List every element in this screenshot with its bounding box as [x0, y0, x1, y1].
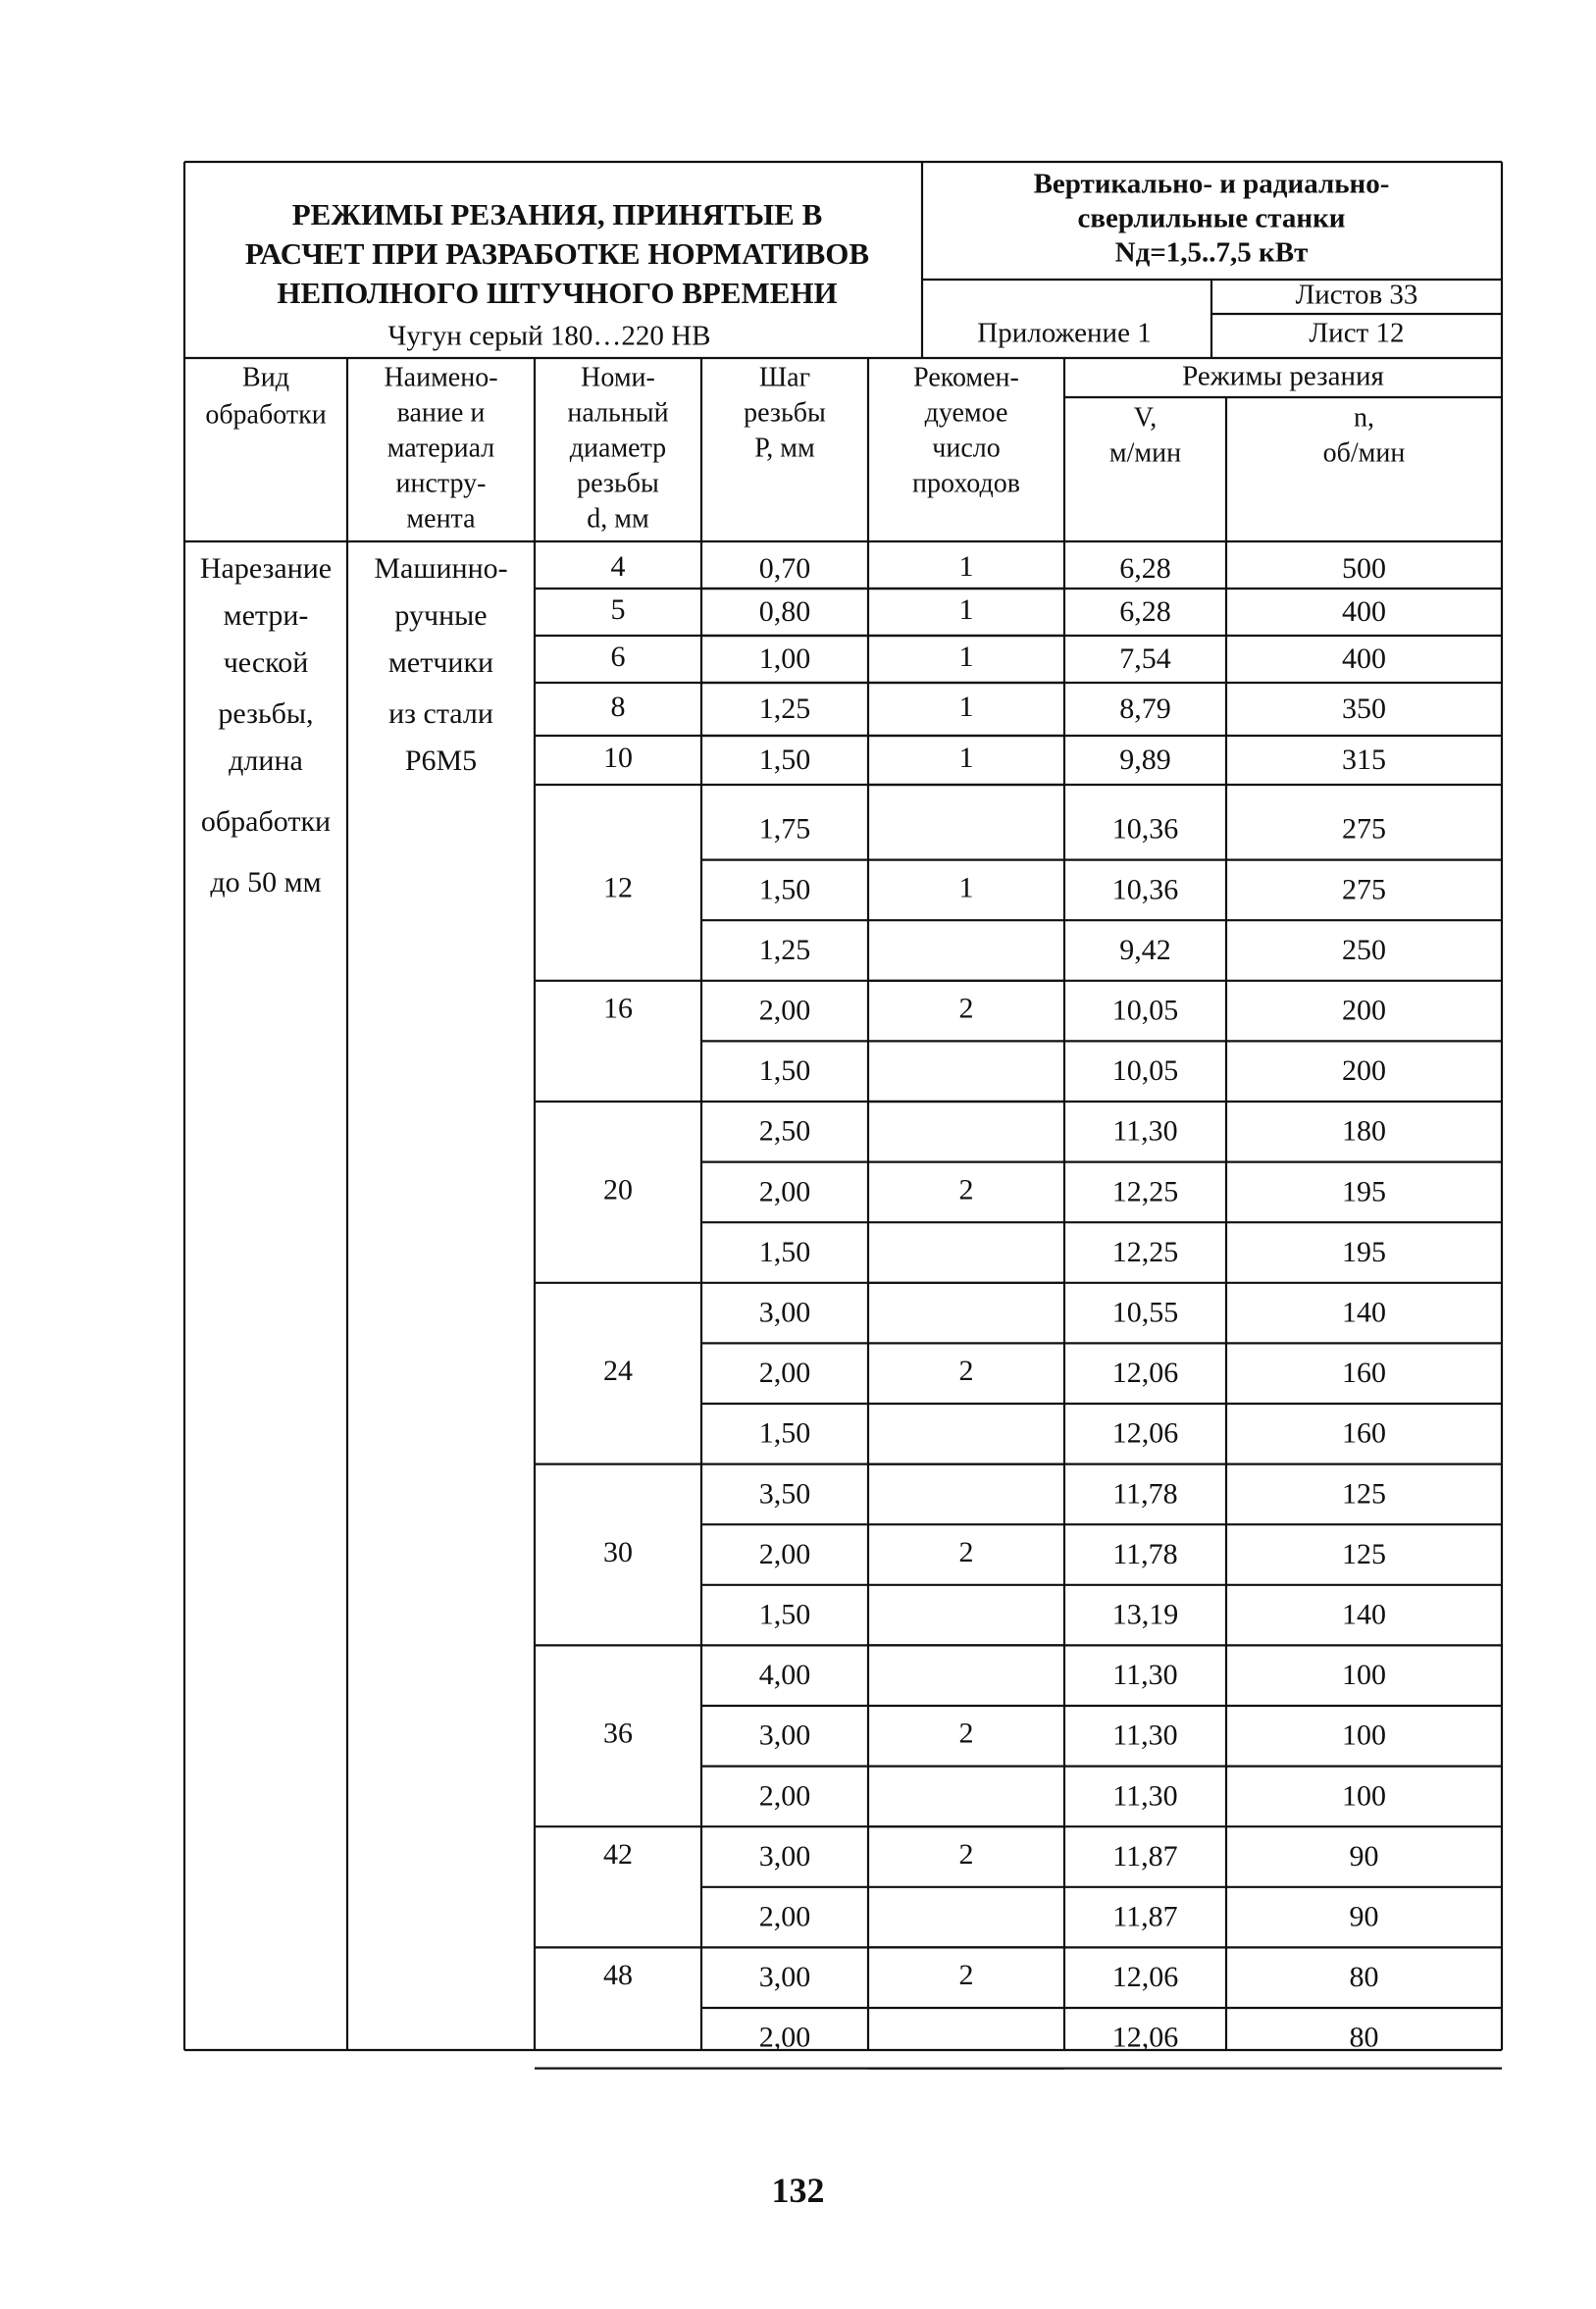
pitch-cell: 1,25: [758, 692, 811, 725]
passes-cell: 2: [958, 1959, 974, 1992]
col-header-diameter: d, мм: [587, 503, 649, 535]
rpm-cell: 500: [1342, 551, 1386, 585]
pitch-cell: 0,80: [758, 594, 811, 628]
col-header-diameter: резьбы: [577, 468, 659, 499]
rpm-cell: 125: [1342, 1537, 1386, 1570]
processing-kind-line: резьбы,: [218, 696, 314, 730]
speed-cell: 11,78: [1112, 1537, 1178, 1570]
speed-cell: 11,30: [1112, 1659, 1178, 1692]
rpm-cell: 160: [1342, 1416, 1386, 1450]
tool-name-line: из стали: [388, 696, 493, 730]
speed-cell: 7,54: [1119, 641, 1171, 675]
diameter-cell: 12: [603, 871, 633, 904]
passes-cell: 2: [958, 992, 974, 1025]
col-header-passes: число: [932, 433, 1001, 464]
col-header-passes: проходов: [912, 468, 1020, 499]
speed-cell: 9,42: [1119, 933, 1171, 966]
appendix-label: Приложение 1: [977, 317, 1152, 349]
speed-cell: 10,05: [1111, 1054, 1179, 1088]
col-header-diameter: Номи-: [581, 362, 655, 393]
passes-cell: 1: [958, 549, 974, 583]
pitch-cell: 4,00: [758, 1659, 811, 1692]
col-header-pitch: Шаг: [758, 362, 811, 393]
diameter-cell: 48: [603, 1959, 633, 1992]
speed-cell: 6,28: [1119, 551, 1171, 585]
rpm-cell: 160: [1342, 1357, 1386, 1390]
diameter-cell: 24: [603, 1355, 633, 1388]
sheet-number: Лист 12: [1309, 317, 1405, 349]
diameter-cell: 6: [610, 640, 626, 673]
diameter-cell: 20: [603, 1173, 633, 1206]
speed-cell: 11,30: [1112, 1779, 1178, 1813]
title-line: РАСЧЕТ ПРИ РАЗРАБОТКЕ НОРМАТИВОВ: [244, 236, 870, 272]
processing-kind-line: метри-: [223, 598, 309, 632]
passes-cell: 1: [958, 741, 974, 774]
passes-cell: 2: [958, 1355, 974, 1388]
rpm-cell: 195: [1342, 1175, 1386, 1208]
rpm-cell: 195: [1342, 1235, 1386, 1268]
pitch-cell: 2,00: [758, 1537, 811, 1570]
speed-cell: 6,28: [1119, 594, 1171, 628]
rpm-cell: 90: [1349, 1900, 1379, 1933]
diameter-cell: 4: [610, 549, 626, 583]
col-header-speed: м/мин: [1108, 437, 1182, 469]
machine-line: сверлильные станки: [1077, 202, 1346, 234]
rpm-cell: 100: [1342, 1719, 1386, 1752]
pitch-cell: 1,25: [758, 933, 811, 966]
diameter-cell: 42: [603, 1837, 633, 1871]
rpm-cell: 200: [1342, 1054, 1386, 1088]
col-header-pitch: резьбы: [744, 397, 826, 429]
speed-cell: 12,06: [1111, 1416, 1179, 1450]
col-header-tool: инстру-: [395, 468, 487, 499]
processing-kind-line: до 50 мм: [210, 865, 322, 898]
pitch-cell: 3,00: [758, 1839, 811, 1873]
speed-cell: 9,89: [1119, 743, 1171, 776]
tool-name-line: Р6М5: [404, 744, 478, 777]
passes-cell: 2: [958, 1717, 974, 1750]
speed-cell: 8,79: [1119, 692, 1171, 725]
pitch-cell: 3,00: [758, 1719, 811, 1752]
speed-cell: 12,25: [1111, 1235, 1179, 1268]
pitch-cell: 0,70: [758, 551, 811, 585]
tool-name-line: Машинно-: [374, 551, 508, 585]
diameter-cell: 16: [603, 992, 633, 1025]
speed-cell: 11,87: [1112, 1839, 1178, 1873]
pitch-cell: 2,00: [758, 1779, 811, 1813]
col-header-tool: мента: [406, 503, 476, 535]
passes-cell: 1: [958, 592, 974, 626]
speed-cell: 12,25: [1111, 1175, 1179, 1208]
processing-kind-line: Нарезание: [199, 551, 333, 585]
title-line: РЕЖИМЫ РЕЗАНИЯ, ПРИНЯТЫЕ В: [291, 197, 823, 232]
rpm-cell: 400: [1342, 594, 1386, 628]
processing-kind-line: ческой: [223, 645, 309, 679]
rpm-cell: 125: [1342, 1477, 1386, 1511]
col-header-rpm: об/мин: [1322, 437, 1406, 469]
passes-cell: 2: [958, 1535, 974, 1568]
rpm-cell: 80: [1349, 1961, 1379, 1994]
col-header-tool: вание и: [396, 397, 486, 429]
speed-cell: 12,06: [1111, 2021, 1179, 2054]
diameter-cell: 8: [610, 690, 626, 723]
rpm-cell: 140: [1342, 1296, 1386, 1329]
tool-name-line: ручные: [394, 598, 488, 632]
pitch-cell: 1,50: [758, 1598, 811, 1631]
passes-cell: 2: [958, 1837, 974, 1871]
machine-line: Вертикально- и радиально-: [1033, 168, 1390, 200]
material-label: Чугун серый 180…220 НВ: [387, 320, 711, 352]
pitch-cell: 1,50: [758, 1054, 811, 1088]
pitch-cell: 3,50: [758, 1477, 811, 1511]
speed-cell: 10,36: [1111, 812, 1179, 846]
speed-cell: 12,06: [1111, 1357, 1179, 1390]
col-header-tool: Наимено-: [384, 362, 498, 393]
rpm-cell: 100: [1342, 1779, 1386, 1813]
passes-cell: 1: [958, 690, 974, 723]
diameter-cell: 10: [603, 741, 633, 774]
rpm-cell: 250: [1342, 933, 1386, 966]
diameter-cell: 5: [610, 592, 626, 626]
pitch-cell: 2,00: [758, 2021, 811, 2054]
speed-cell: 10,55: [1111, 1296, 1179, 1329]
rpm-cell: 180: [1342, 1114, 1386, 1148]
passes-cell: 2: [958, 1173, 974, 1206]
pitch-cell: 1,75: [758, 812, 811, 846]
col-header-pitch: Р, мм: [754, 433, 815, 464]
col-header-passes: Рекомен-: [913, 362, 1019, 393]
pitch-cell: 2,00: [758, 1175, 811, 1208]
diameter-cell: 36: [603, 1717, 633, 1750]
pitch-cell: 2,00: [758, 1357, 811, 1390]
rpm-cell: 140: [1342, 1598, 1386, 1631]
machine-line: Nд=1,5..7,5 кВт: [1114, 236, 1309, 269]
col-header-diameter: нальный: [567, 397, 669, 429]
col-header-kind: Вид: [242, 362, 289, 393]
modes-group-label: Режимы резания: [1182, 360, 1384, 392]
speed-cell: 11,78: [1112, 1477, 1178, 1511]
speed-cell: 12,06: [1111, 1961, 1179, 1994]
col-header-diameter: диаметр: [569, 433, 667, 464]
tool-name-line: метчики: [387, 645, 494, 679]
col-header-passes: дуемое: [924, 397, 1008, 429]
pitch-cell: 1,50: [758, 743, 811, 776]
title-line: НЕПОЛНОГО ШТУЧНОГО ВРЕМЕНИ: [277, 276, 838, 311]
passes-cell: 1: [958, 640, 974, 673]
processing-kind-line: обработки: [200, 804, 332, 838]
pitch-cell: 2,00: [758, 1900, 811, 1933]
rpm-cell: 100: [1342, 1659, 1386, 1692]
rpm-cell: 275: [1342, 812, 1386, 846]
speed-cell: 13,19: [1111, 1598, 1179, 1631]
sheets-total: Листов 33: [1295, 279, 1418, 311]
speed-cell: 11,30: [1112, 1719, 1178, 1752]
col-header-speed: V,: [1133, 402, 1158, 434]
table-grid: [184, 162, 1502, 2069]
rpm-cell: 400: [1342, 641, 1386, 675]
speed-cell: 11,30: [1112, 1114, 1178, 1148]
pitch-cell: 1,50: [758, 1235, 811, 1268]
rpm-cell: 275: [1342, 873, 1386, 906]
rpm-cell: 315: [1342, 743, 1386, 776]
page-number: 132: [771, 2171, 825, 2210]
speed-cell: 10,05: [1111, 994, 1179, 1027]
pitch-cell: 3,00: [758, 1961, 811, 1994]
rpm-cell: 200: [1342, 994, 1386, 1027]
pitch-cell: 1,50: [758, 873, 811, 906]
rpm-cell: 350: [1342, 692, 1386, 725]
col-header-tool: материал: [386, 433, 495, 464]
table-text: [200, 169, 1418, 2054]
pitch-cell: 2,00: [758, 994, 811, 1027]
col-header-kind: обработки: [205, 399, 327, 431]
col-header-rpm: n,: [1354, 402, 1374, 434]
processing-kind-line: длина: [229, 744, 303, 777]
diameter-cell: 30: [603, 1535, 633, 1568]
speed-cell: 11,87: [1112, 1900, 1178, 1933]
pitch-cell: 1,50: [758, 1416, 811, 1450]
pitch-cell: 3,00: [758, 1296, 811, 1329]
rpm-cell: 90: [1349, 1839, 1379, 1873]
pitch-cell: 1,00: [758, 641, 811, 675]
pitch-cell: 2,50: [758, 1114, 811, 1148]
passes-cell: 1: [958, 871, 974, 904]
speed-cell: 10,36: [1111, 873, 1179, 906]
rpm-cell: 80: [1349, 2021, 1379, 2054]
